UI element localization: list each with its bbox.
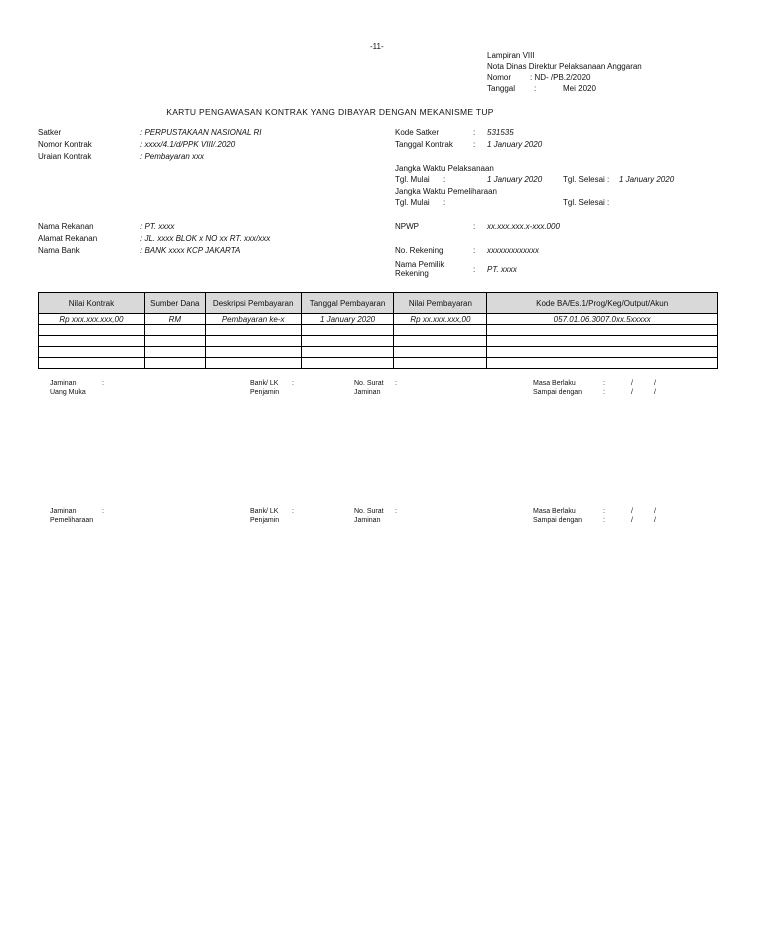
table-row (39, 347, 718, 358)
no-surat-sep: : (395, 380, 397, 387)
col-sumber-dana: Sumber Dana (144, 293, 205, 314)
table-row (39, 314, 718, 325)
tanggal-sep: : (534, 84, 537, 93)
sampai-dengan-label: Sampai dengan (533, 389, 583, 396)
page-number: -11- (370, 42, 384, 51)
table-row (39, 336, 718, 347)
penjamin-label: Penjamin (250, 389, 280, 396)
cell-nilai-pembayaran: Rp xx.xxx.xxx,00 (394, 314, 487, 325)
tgl-mulai-label: Tgl. Mulai (395, 175, 430, 184)
tgl-selesai2-label: Tgl. Selesai : (563, 198, 610, 207)
nomor-label: Nomor (487, 73, 512, 82)
lampiran-label: Lampiran VIII (487, 51, 535, 60)
tanggal-kontrak-label: Tanggal Kontrak (395, 140, 453, 149)
cell-nilai-kontrak: Rp xxx.xxx.xxx,00 (39, 314, 145, 325)
nama-bank-label: Nama Bank (38, 246, 80, 255)
sampai2-sep: : (603, 517, 605, 524)
alamat-rekanan-value: : JL. xxxx BLOK x NO xx RT. xxx/xxx (140, 234, 271, 243)
tgl-selesai-label: Tgl. Selesai : (563, 175, 610, 184)
uraian-kontrak-value: : Pembayaran xxx (140, 152, 205, 161)
bank-lk-sep: : (292, 380, 294, 387)
jaminan2-sep: : (102, 508, 104, 515)
uang-muka-label: Uang Muka (50, 389, 86, 396)
masa-slash-2: / (654, 380, 656, 387)
cell-tanggal: 1 January 2020 (301, 314, 394, 325)
nama-pemilik-sep: : (473, 265, 476, 274)
cell-sumber-dana: RM (144, 314, 205, 325)
sampai2-slash-2: / (654, 517, 656, 524)
nomor-value: : ND- /PB.2/2020 (530, 73, 591, 82)
table-header-row (39, 293, 718, 314)
tanggal-kontrak-sep: : (473, 140, 476, 149)
no-rekening-label: No. Rekening (395, 246, 444, 255)
tgl-mulai-sep: : (443, 175, 446, 184)
col-nilai-kontrak: Nilai Kontrak (39, 293, 145, 314)
tgl-selesai-value: 1 January 2020 (619, 175, 675, 184)
alamat-rekanan-label: Alamat Rekanan (38, 234, 98, 243)
kode-satker-sep: : (473, 128, 476, 137)
sampai-slash-2: / (654, 389, 656, 396)
bank-lk2-sep: : (292, 508, 294, 515)
masa2-slash-1: / (631, 508, 633, 515)
no-rekening-sep: : (473, 246, 476, 255)
penjamin2-label: Penjamin (250, 517, 280, 524)
jaminan-sep: : (102, 380, 104, 387)
npwp-value: xx.xxx.xxx.x-xxx.000 (487, 222, 560, 231)
tgl-mulai2-sep: : (443, 198, 446, 207)
tgl-mulai-value: 1 January 2020 (487, 175, 543, 184)
surat-jaminan-label: Jaminan (354, 389, 381, 396)
masa-berlaku2-label: Masa Berlaku (533, 508, 576, 515)
col-kode: Kode BA/Es.1/Prog/Keg/Output/Akun (487, 293, 718, 314)
bank-lk-label: Bank/ LK (250, 380, 279, 387)
table-row (39, 358, 718, 369)
rekening-label: Rekening (395, 269, 429, 278)
sampai2-slash-1: / (631, 517, 633, 524)
nama-pemilik-value: PT. xxxx (487, 265, 517, 274)
npwp-label: NPWP (395, 222, 419, 231)
masa-berlaku-label: Masa Berlaku (533, 380, 576, 387)
jangka-pelaksanaan-label: Jangka Waktu Pelaksanaan (395, 164, 494, 173)
kode-satker-value: 531535 (487, 128, 514, 137)
pemeliharaan-label: Pemeliharaan (50, 517, 94, 524)
payment-table (38, 292, 718, 369)
col-tanggal-pembayaran: Tanggal Pembayaran (301, 293, 394, 314)
jangka-pemeliharaan-label: Jangka Waktu Pemeliharaan (395, 187, 497, 196)
jaminan-label: Jaminan (50, 380, 77, 387)
tanggal-value: Mei 2020 (563, 84, 596, 93)
tanggal-kontrak-value: 1 January 2020 (487, 140, 543, 149)
masa-sep: : (603, 380, 605, 387)
nama-rekanan-value: : PT. xxxx (140, 222, 175, 231)
tanggal-label: Tanggal (487, 84, 516, 93)
surat-jaminan2-label: Jaminan (354, 517, 381, 524)
no-rekening-value: xxxxxxxxxxxxx (487, 246, 539, 255)
sampai-sep: : (603, 389, 605, 396)
nomor-kontrak-label: Nomor Kontrak (38, 140, 92, 149)
nomor-kontrak-value: : xxxx/4.1/d/PPK VIII/.2020 (140, 140, 236, 149)
npwp-sep: : (473, 222, 476, 231)
nota-dinas-label: Nota Dinas Direktur Pelaksanaan Anggaran (487, 62, 642, 71)
no-surat-label: No. Surat (354, 380, 384, 387)
no-surat2-sep: : (395, 508, 397, 515)
masa2-sep: : (603, 508, 605, 515)
uraian-kontrak-label: Uraian Kontrak (38, 152, 92, 161)
no-surat2-label: No. Surat (354, 508, 384, 515)
nama-bank-value: : BANK xxxx KCP JAKARTA (140, 246, 241, 255)
masa-slash-1: / (631, 380, 633, 387)
sampai-dengan2-label: Sampai dengan (533, 517, 583, 524)
cell-kode: 057.01.06.3007.0xx.5xxxxx (487, 314, 718, 325)
nama-rekanan-label: Nama Rekanan (38, 222, 94, 231)
jaminan2-label: Jaminan (50, 508, 77, 515)
bank-lk2-label: Bank/ LK (250, 508, 279, 515)
col-nilai-pembayaran: Nilai Pembayaran (394, 293, 487, 314)
col-deskripsi-pembayaran: Deskripsi Pembayaran (205, 293, 301, 314)
satker-value: : PERPUSTAKAAN NASIONAL RI (140, 128, 262, 137)
kode-satker-label: Kode Satker (395, 128, 440, 137)
nama-pemilik-label: Nama Pemilik (395, 260, 445, 269)
sampai-slash-1: / (631, 389, 633, 396)
masa2-slash-2: / (654, 508, 656, 515)
tgl-mulai2-label: Tgl. Mulai (395, 198, 430, 207)
satker-label: Satker (38, 128, 62, 137)
cell-deskripsi: Pembayaran ke-x (205, 314, 301, 325)
document-title: KARTU PENGAWASAN KONTRAK YANG DIBAYAR DENGAN MEKANISME TUP (166, 107, 494, 117)
table-row (39, 325, 718, 336)
